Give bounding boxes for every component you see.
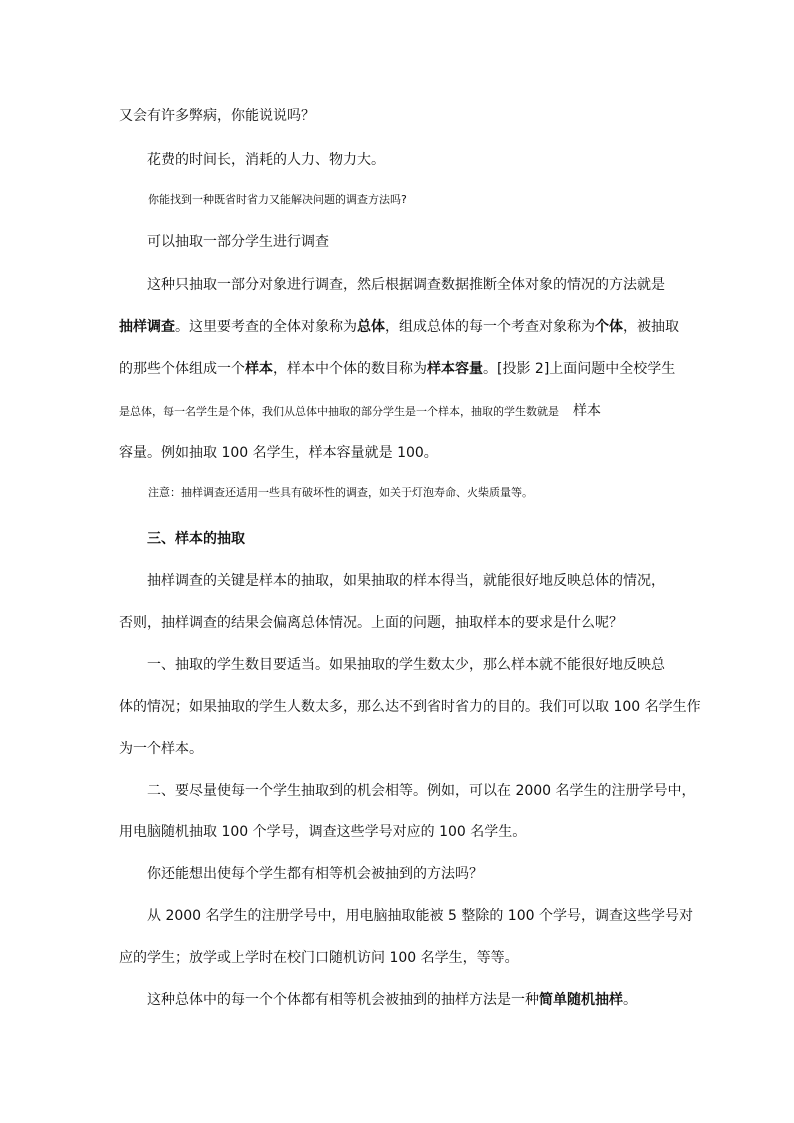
paragraph-line: 你还能想出使每个学生都有相等机会被抽到的方法吗？ (147, 866, 483, 882)
term-sample: 样本 (245, 361, 273, 377)
paragraph-line: 可以抽取一部分学生进行调查 (147, 234, 329, 250)
term-sample-size: 样本容量 (427, 361, 483, 377)
text-span: 。[投影 2]上面问题中全校学生 (483, 361, 676, 377)
note-line: 注意：抽样调查还适用一些具有破坏性的调查，如关于灯泡寿命、火柴质量等。 (148, 486, 533, 499)
paragraph-line: 容量。例如抽取 100 名学生，样本容量就是 100。 (119, 445, 438, 461)
term-simple-random-sampling: 简单随机抽样 (539, 992, 623, 1008)
paragraph-line: 体的情况；如果抽取的学生人数太多，那么达不到省时省力的目的。我们可以取 100 名学生作 (119, 699, 701, 715)
text-span: 样本 (573, 403, 601, 419)
term-individual: 个体 (595, 319, 623, 335)
paragraph-line: 这种只抽取一部分对象进行调查，然后根据调查数据推断全体对象的情况的方法就是 (147, 277, 665, 293)
paragraph-line: 用电脑随机抽取 100 个学号，调查这些学号对应的 100 名学生。 (119, 824, 527, 840)
term-population: 总体 (357, 319, 385, 335)
paragraph-line: 一、抽取的学生数目要适当。如果抽取的学生数太少，那么样本就不能很好地反映总 (147, 657, 665, 673)
paragraph-line: 二、要尽量使每一个学生抽取到的机会相等。例如，可以在 2000 名学生的注册学号中， (147, 783, 696, 799)
paragraph-line: 为一个样本。 (119, 741, 203, 757)
definition-line (119, 318, 679, 336)
text-span: ，被抽取 (623, 319, 679, 335)
paragraph-line: 又会有许多弊病，你能说说吗？ (119, 108, 315, 124)
section-heading: 三、样本的抽取 (147, 531, 245, 547)
text-span: ，组成总体的每一个考查对象称为 (385, 319, 595, 335)
text-span: 是总体，每一名学生是个体，我们从总体中抽取的部分学生是一个样本，抽取的学生数就是 (119, 405, 559, 418)
paragraph-line: 从 2000 名学生的注册学号中，用电脑抽取能被 5 整除的 100 个学号，调查这些学号对 (147, 908, 693, 924)
text-span: 的那些个体组成一个 (119, 361, 245, 377)
text-span: 。 (623, 992, 637, 1008)
paragraph-line: 花费的时间长，消耗的人力、物力大。 (147, 152, 385, 168)
definition-line (147, 991, 637, 1009)
question-line: 你能找到一种既省时省力又能解决问题的调查方法吗? (148, 193, 407, 206)
text-span: 这种总体中的每一个个体都有相等机会被抽到的抽样方法是一种 (147, 992, 539, 1008)
term-sampling-survey: 抽样调查 (119, 319, 175, 335)
paragraph-line (119, 404, 601, 419)
text-span: 。这里要考查的全体对象称为 (175, 319, 357, 335)
paragraph-line: 否则，抽样调查的结果会偏离总体情况。上面的问题，抽取样本的要求是什么呢？ (119, 615, 623, 631)
definition-line (119, 360, 675, 378)
paragraph-line: 抽样调查的关键是样本的抽取，如果抽取的样本得当，就能很好地反映总体的情况， (147, 573, 665, 589)
text-span: ，样本中个体的数目称为 (273, 361, 427, 377)
paragraph-line: 应的学生；放学或上学时在校门口随机访问 100 名学生，等等。 (119, 950, 519, 966)
